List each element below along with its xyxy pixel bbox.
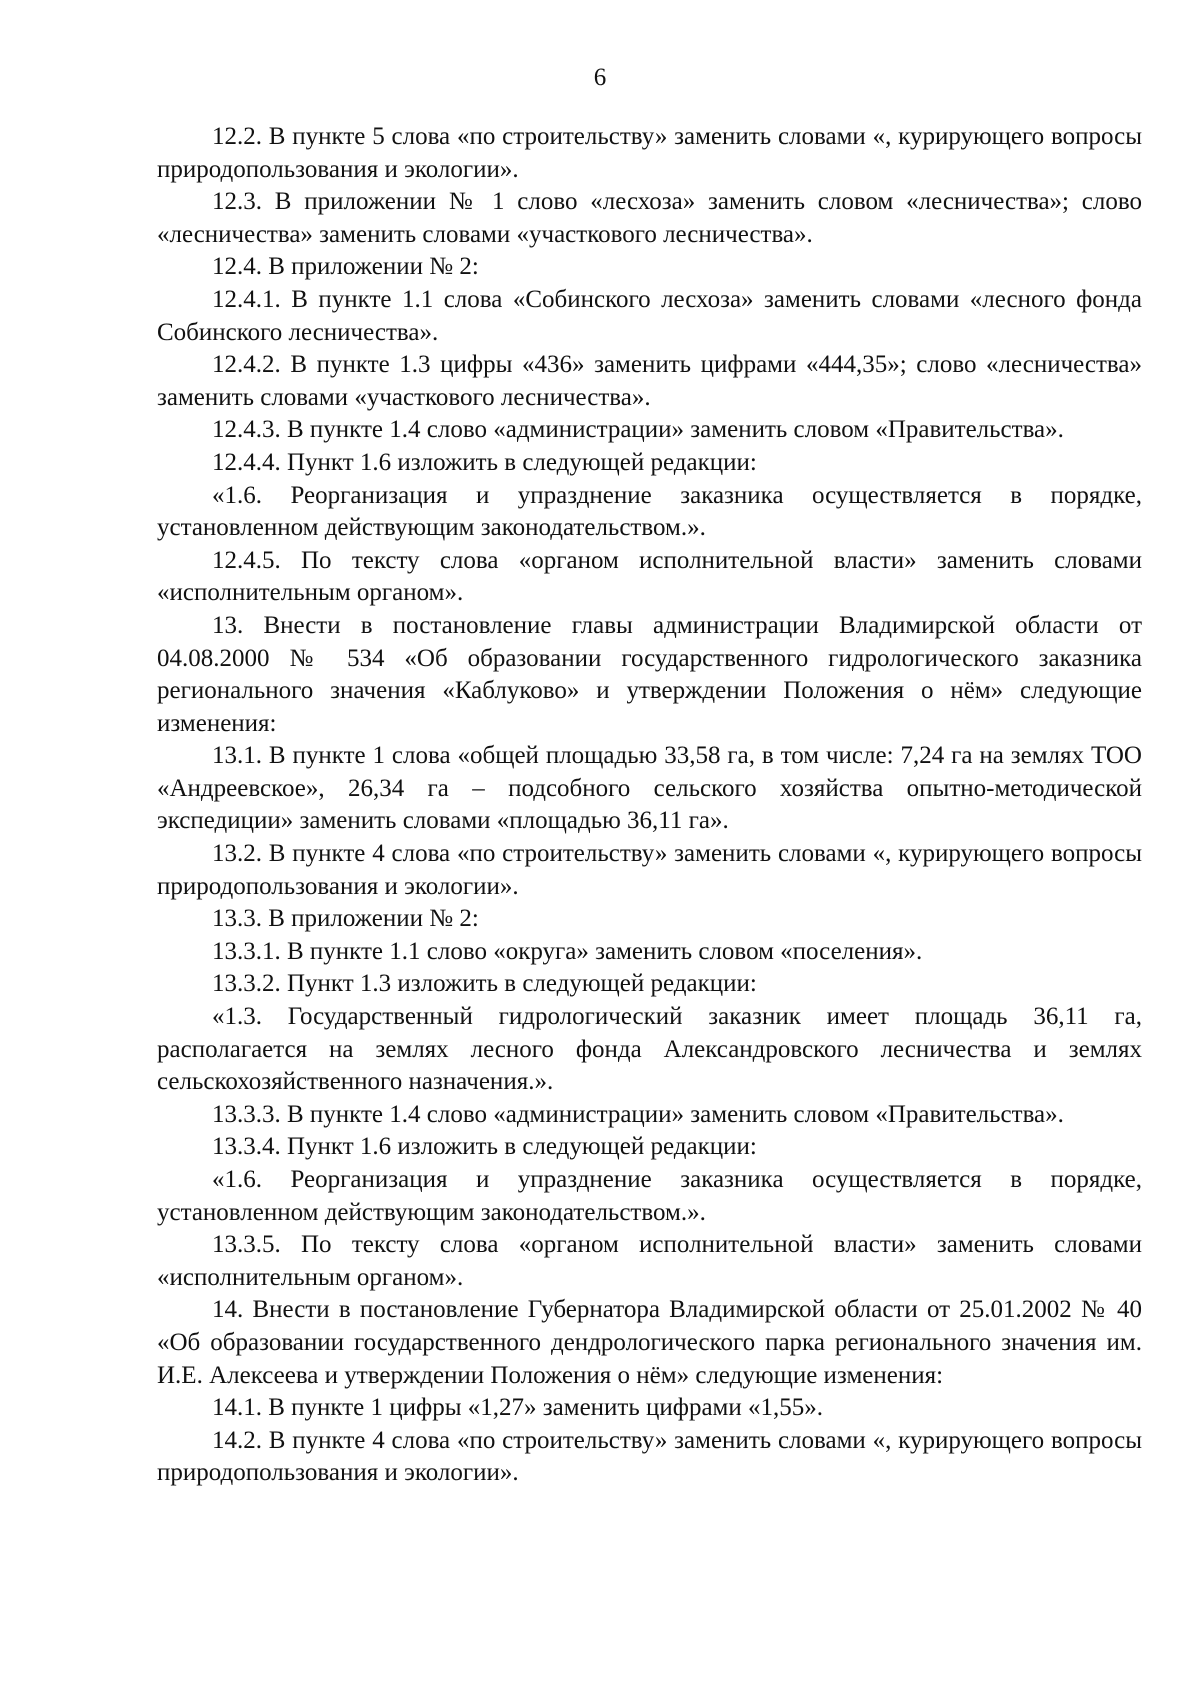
paragraph-12-4-3: 12.4.3. В пункте 1.4 слово «администрации» заменить словом «Правительства». xyxy=(212,416,1064,444)
paragraph-14: 14. Внести в постановление Губернатора Владимирской области от 25.01.2002 № 40 «Об образовании государственного дендрологического парка регионального значения им. И.Е. Алексеева и утверждении Положения о нём» следующие изменения: xyxy=(157,1296,1142,1389)
paragraph-13-3-3: 13.3.3. В пункте 1.4 слово «администрации» заменить словом «Правительства». xyxy=(212,1100,1064,1128)
paragraph-12-3: 12.3. В приложении № 1 слово «лесхоза» заменить словом «лесничества»; слово «лесничества» заменить словами «участкового лесничества». xyxy=(157,188,1142,248)
paragraph-12-4-4: 12.4.4. Пункт 1.6 изложить в следующей редакции: xyxy=(212,448,757,476)
quote-1-6-second: «1.6. Реорганизация и упразднение заказника осуществляется в порядке, установленном действующим законодательством.». xyxy=(157,1166,1142,1226)
paragraph-13: 13. Внести в постановление главы администрации Владимирской области от 04.08.2000 № 534 «Об образовании государственного гидрологического заказника регионального значения «Каблуково» и утверждении Положения о нём» следующие изменения: xyxy=(157,611,1142,737)
paragraph-14-1: 14.1. В пункте 1 цифры «1,27» заменить цифрами «1,55». xyxy=(212,1394,823,1422)
paragraph-13-3-5: 13.3.5. По тексту слова «органом исполнительной власти» заменить словами «исполнительным органом». xyxy=(157,1231,1142,1291)
paragraph-13-1: 13.1. В пункте 1 слова «общей площадью 33,58 га, в том числе: 7,24 га на землях ТОО «Андреевское», 26,34 га – подсобного сельского хозяйства опытно-методической экспедиции» заменить словами «площадью 36,11 га». xyxy=(157,742,1142,835)
quote-1-6-first: «1.6. Реорганизация и упразднение заказника осуществляется в порядке, установленном действующим законодательством.». xyxy=(157,481,1142,542)
paragraph-13-3: 13.3. В приложении № 2: xyxy=(212,905,479,933)
paragraph-14-2: 14.2. В пункте 4 слова «по строительству» заменить словами «, курирующего вопросы природопользования и экологии». xyxy=(157,1426,1142,1487)
document-body xyxy=(157,121,1142,1490)
quote-1-3: «1.3. Государственный гидрологический заказник имеет площадь 36,11 га, располагается на землях лесного фонда Александровского лесничества и землях сельскохозяйственного назначения.». xyxy=(157,1003,1142,1096)
paragraph-13-3-1: 13.3.1. В пункте 1.1 слово «округа» заменить словом «поселения». xyxy=(212,937,923,965)
paragraph-12-4-2: 12.4.2. В пункте 1.3 цифры «436» заменить цифрами «444,35»; слово «лесничества» заменить словами «участкового лесничества». xyxy=(157,351,1142,411)
paragraph-12-2: 12.2. В пункте 5 слова «по строительству» заменить словами «, курирующего вопросы природопользования и экологии». xyxy=(157,123,1142,183)
paragraph-13-3-2: 13.3.2. Пункт 1.3 изложить в следующей редакции: xyxy=(212,970,757,998)
paragraph-12-4-1: 12.4.1. В пункте 1.1 слова «Собинского лесхоза» заменить словами «лесного фонда Собинского лесничества». xyxy=(157,285,1142,346)
paragraph-12-4: 12.4. В приложении № 2: xyxy=(212,253,479,281)
paragraph-12-4-5: 12.4.5. По тексту слова «органом исполнительной власти» заменить словами «исполнительным органом». xyxy=(157,546,1142,607)
paragraph-13-2: 13.2. В пункте 4 слова «по строительству» заменить словами «, курирующего вопросы природопользования и экологии». xyxy=(157,840,1142,900)
paragraph-13-3-4: 13.3.4. Пункт 1.6 изложить в следующей редакции: xyxy=(212,1133,757,1161)
page-number: 6 xyxy=(593,64,607,91)
